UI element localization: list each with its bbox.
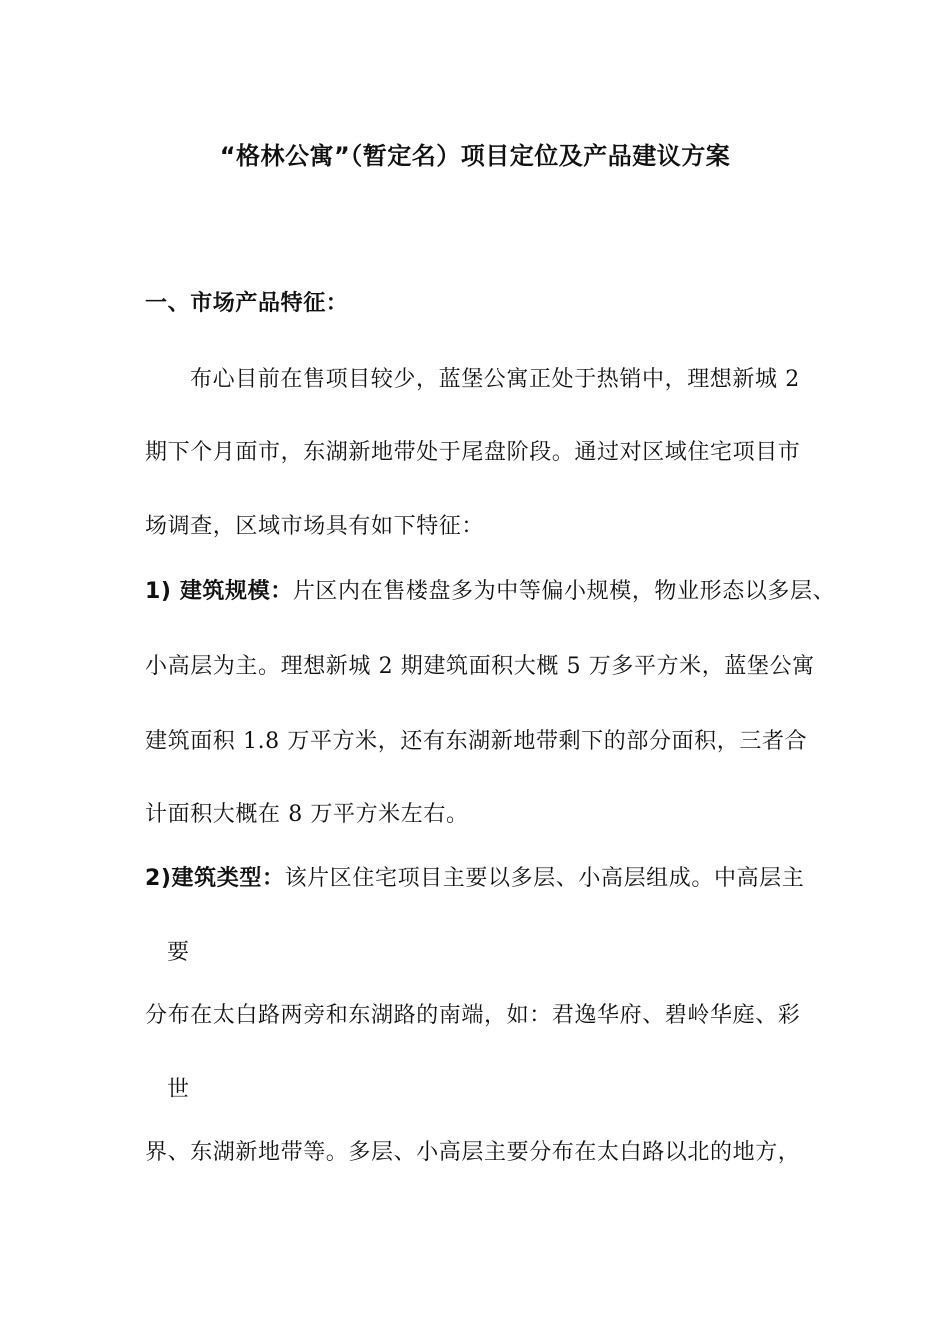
list-item-label: 1) 建筑规模：: [145, 579, 293, 604]
paragraph-line: 分布在太白路两旁和东湖路的南端，如：君逸华府、碧岭华庭、彩: [145, 1003, 801, 1028]
list-item-text: 该片区住宅项目主要以多层、小高层组成。中高层主: [284, 866, 805, 891]
paragraph-line: 场调查，区域市场具有如下特征：: [145, 514, 485, 539]
paragraph-line: 世: [167, 1077, 190, 1102]
paragraph-line: 布心目前在售项目较少，蓝堡公寓正处于热销中，理想新城 2: [190, 367, 800, 392]
paragraph-line: 要: [167, 940, 190, 965]
paragraph-line: 计面积大概在 8 万平方米左右。: [145, 802, 469, 827]
list-item-text: 片区内在售楼盘多为中等偏小规模，物业形态以多层、: [292, 579, 836, 604]
list-item-label: 2)建筑类型：: [145, 866, 285, 891]
section-heading: 一、市场产品特征：: [145, 291, 349, 316]
paragraph-line: 界、东湖新地带等。多层、小高层主要分布在太白路以北的地方，: [145, 1140, 801, 1165]
paragraph-line: 建筑面积 1.8 万平方米，还有东湖新地带剩下的部分面积，三者合: [145, 729, 808, 754]
paragraph-line: 小高层为主。理想新城 2 期建筑面积大概 5 万多平方米，蓝堡公寓: [145, 654, 815, 679]
list-item-type: [145, 864, 804, 894]
paragraph-line: 期下个月面市，东湖新地带处于尾盘阶段。通过对区域住宅项目市: [145, 440, 801, 465]
document-title: “格林公寓”（暂定名）项目定位及产品建议方案: [219, 142, 731, 170]
list-item-scale: [145, 577, 835, 607]
